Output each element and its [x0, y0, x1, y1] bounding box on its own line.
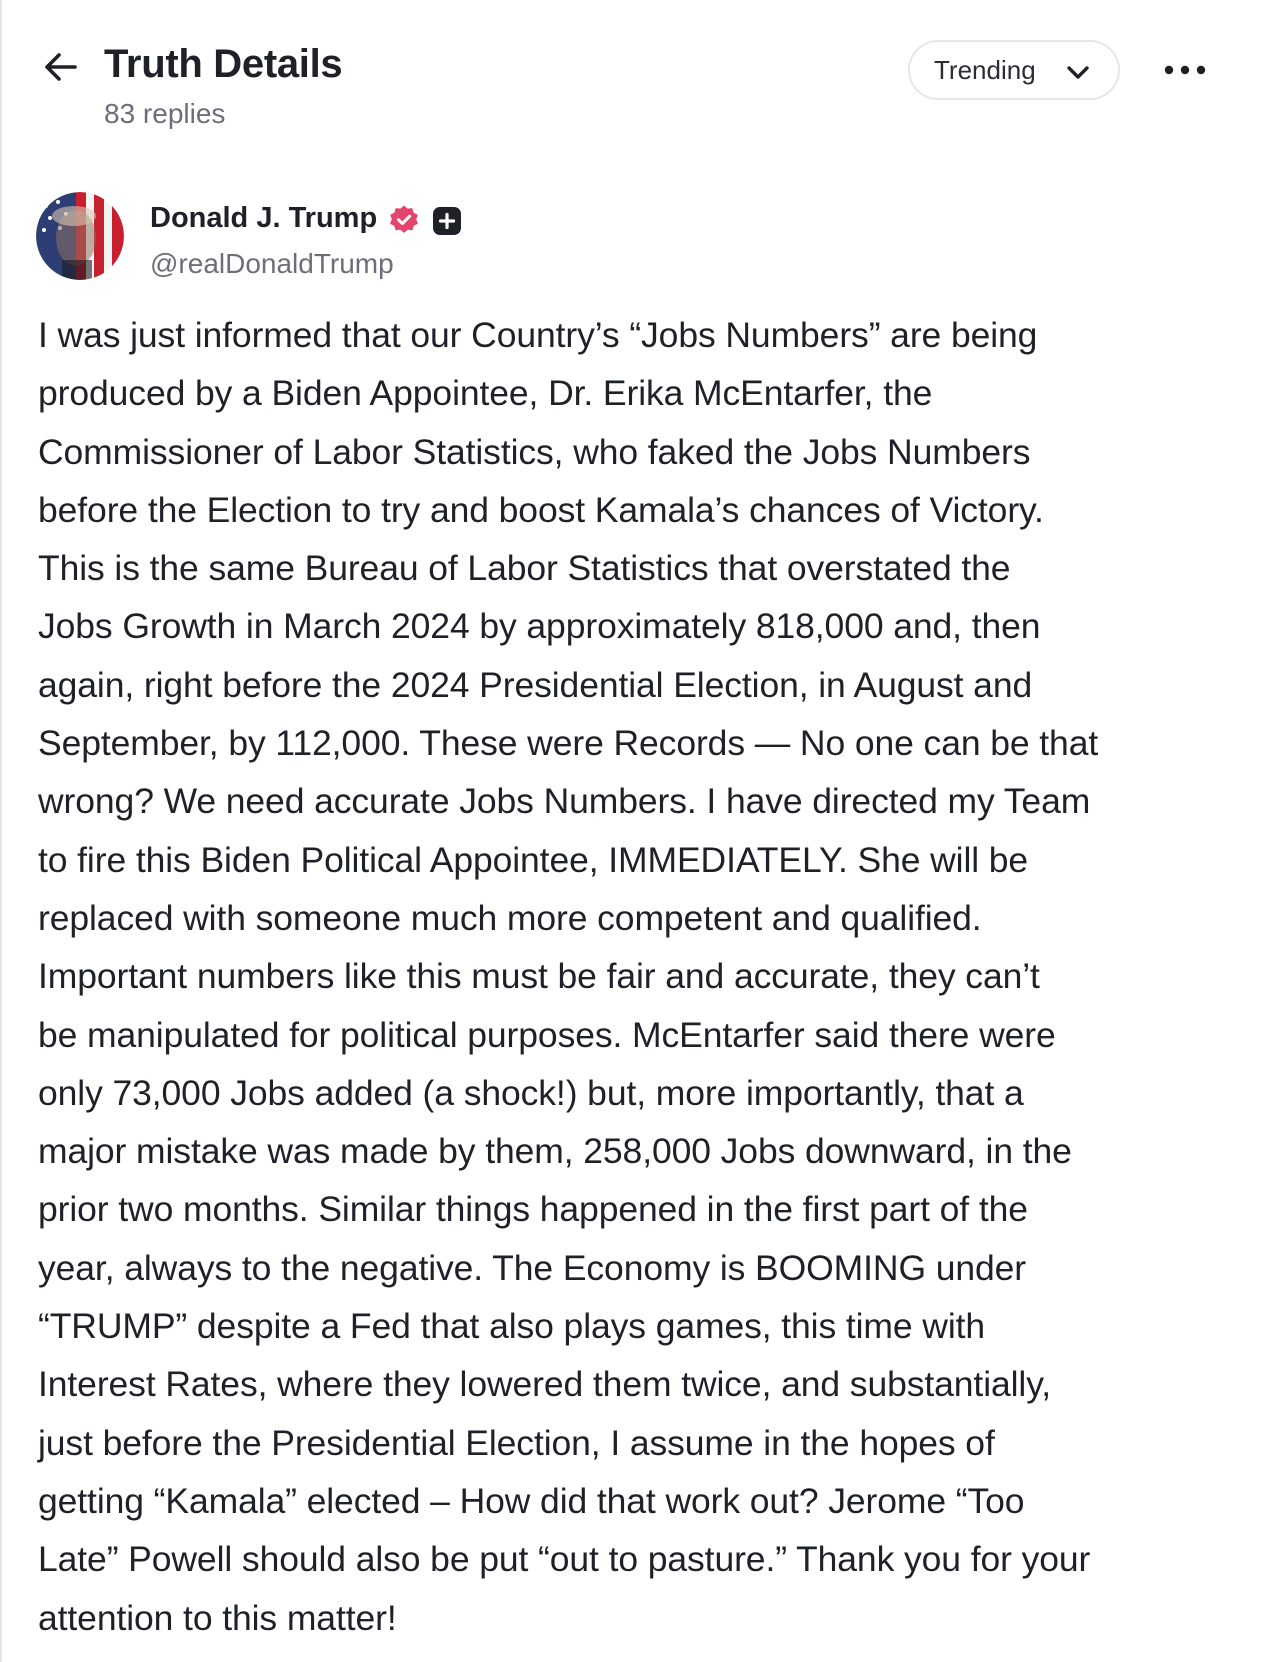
post-line: just before the Presidential Election, I assume in the hopes of — [38, 1422, 995, 1463]
page-title: Truth Details — [104, 42, 343, 86]
post-line: Interest Rates, where they lowered them twice, and substantially, — [38, 1364, 1051, 1405]
more-options-button[interactable] — [1158, 52, 1212, 88]
post-line: I was just informed that our Country’s “Jobs Numbers” are being — [38, 315, 1038, 355]
post-line: “TRUMP” despite a Fed that also plays games, this time with — [38, 1306, 986, 1347]
post-line: before the Election to try and boost Kamala’s chances of Victory. — [38, 489, 1044, 530]
more-horizontal-icon — [1163, 64, 1207, 76]
post-line: Late” Powell should also be put “out to pasture.” Thank you for your — [38, 1539, 1091, 1580]
page-header — [0, 0, 1266, 150]
post-line: prior two months. Similar things happened in the first part of the — [38, 1189, 1028, 1230]
arrow-left-icon — [41, 47, 81, 87]
post-line: Jobs Growth in March 2024 by approximately 818,000 and, then — [38, 606, 1041, 647]
post-line: getting “Kamala” elected – How did that work out? Jerome “Too — [38, 1480, 1025, 1521]
post-line: to fire this Biden Political Appointee, IMMEDIATELY. She will be — [38, 839, 1029, 880]
post-line: replaced with someone much more competent and qualified. — [38, 897, 982, 938]
post-line: year, always to the negative. The Economy is BOOMING under — [38, 1247, 1027, 1288]
avatar-image — [36, 192, 124, 280]
chevron-down-icon — [1064, 60, 1092, 84]
post-line: major mistake was made by them, 258,000 Jobs downward, in the — [38, 1131, 1072, 1172]
post-line: attention to this matter! — [38, 1597, 397, 1638]
back-button[interactable] — [38, 44, 84, 90]
verified-badge-icon — [388, 204, 420, 236]
post-line: again, right before the 2024 Presidential Election, in August and — [38, 664, 1033, 705]
author-name[interactable]: Donald J. Trump — [150, 202, 378, 234]
sort-dropdown[interactable] — [908, 40, 1120, 100]
post-line: Important numbers like this must be fair and accurate, they can’t — [38, 956, 1040, 997]
post-line: produced by a Biden Appointee, Dr. Erika McEntarfer, the — [38, 373, 933, 414]
post-line: Commissioner of Labor Statistics, who faked the Jobs Numbers — [38, 431, 1031, 472]
author-handle[interactable]: @realDonaldTrump — [150, 248, 394, 279]
avatar[interactable] — [36, 192, 124, 280]
post-body — [38, 306, 1238, 1647]
post-line: September, by 112,000. These were Records — No one can be that — [38, 723, 1099, 764]
reply-count: 83 replies — [104, 98, 226, 129]
post-line: wrong? We need accurate Jobs Numbers. I have directed my Team — [38, 781, 1091, 822]
plus-badge-icon — [432, 206, 462, 236]
sort-dropdown-label: Trending — [934, 55, 1036, 85]
post-line: be manipulated for political purposes. McEntarfer said there were — [38, 1014, 1056, 1055]
post-line: This is the same Bureau of Labor Statistics that overstated the — [38, 548, 1011, 589]
post-line: only 73,000 Jobs added (a shock!) but, more importantly, that a — [38, 1072, 1024, 1113]
page-left-border — [0, 0, 2, 1662]
